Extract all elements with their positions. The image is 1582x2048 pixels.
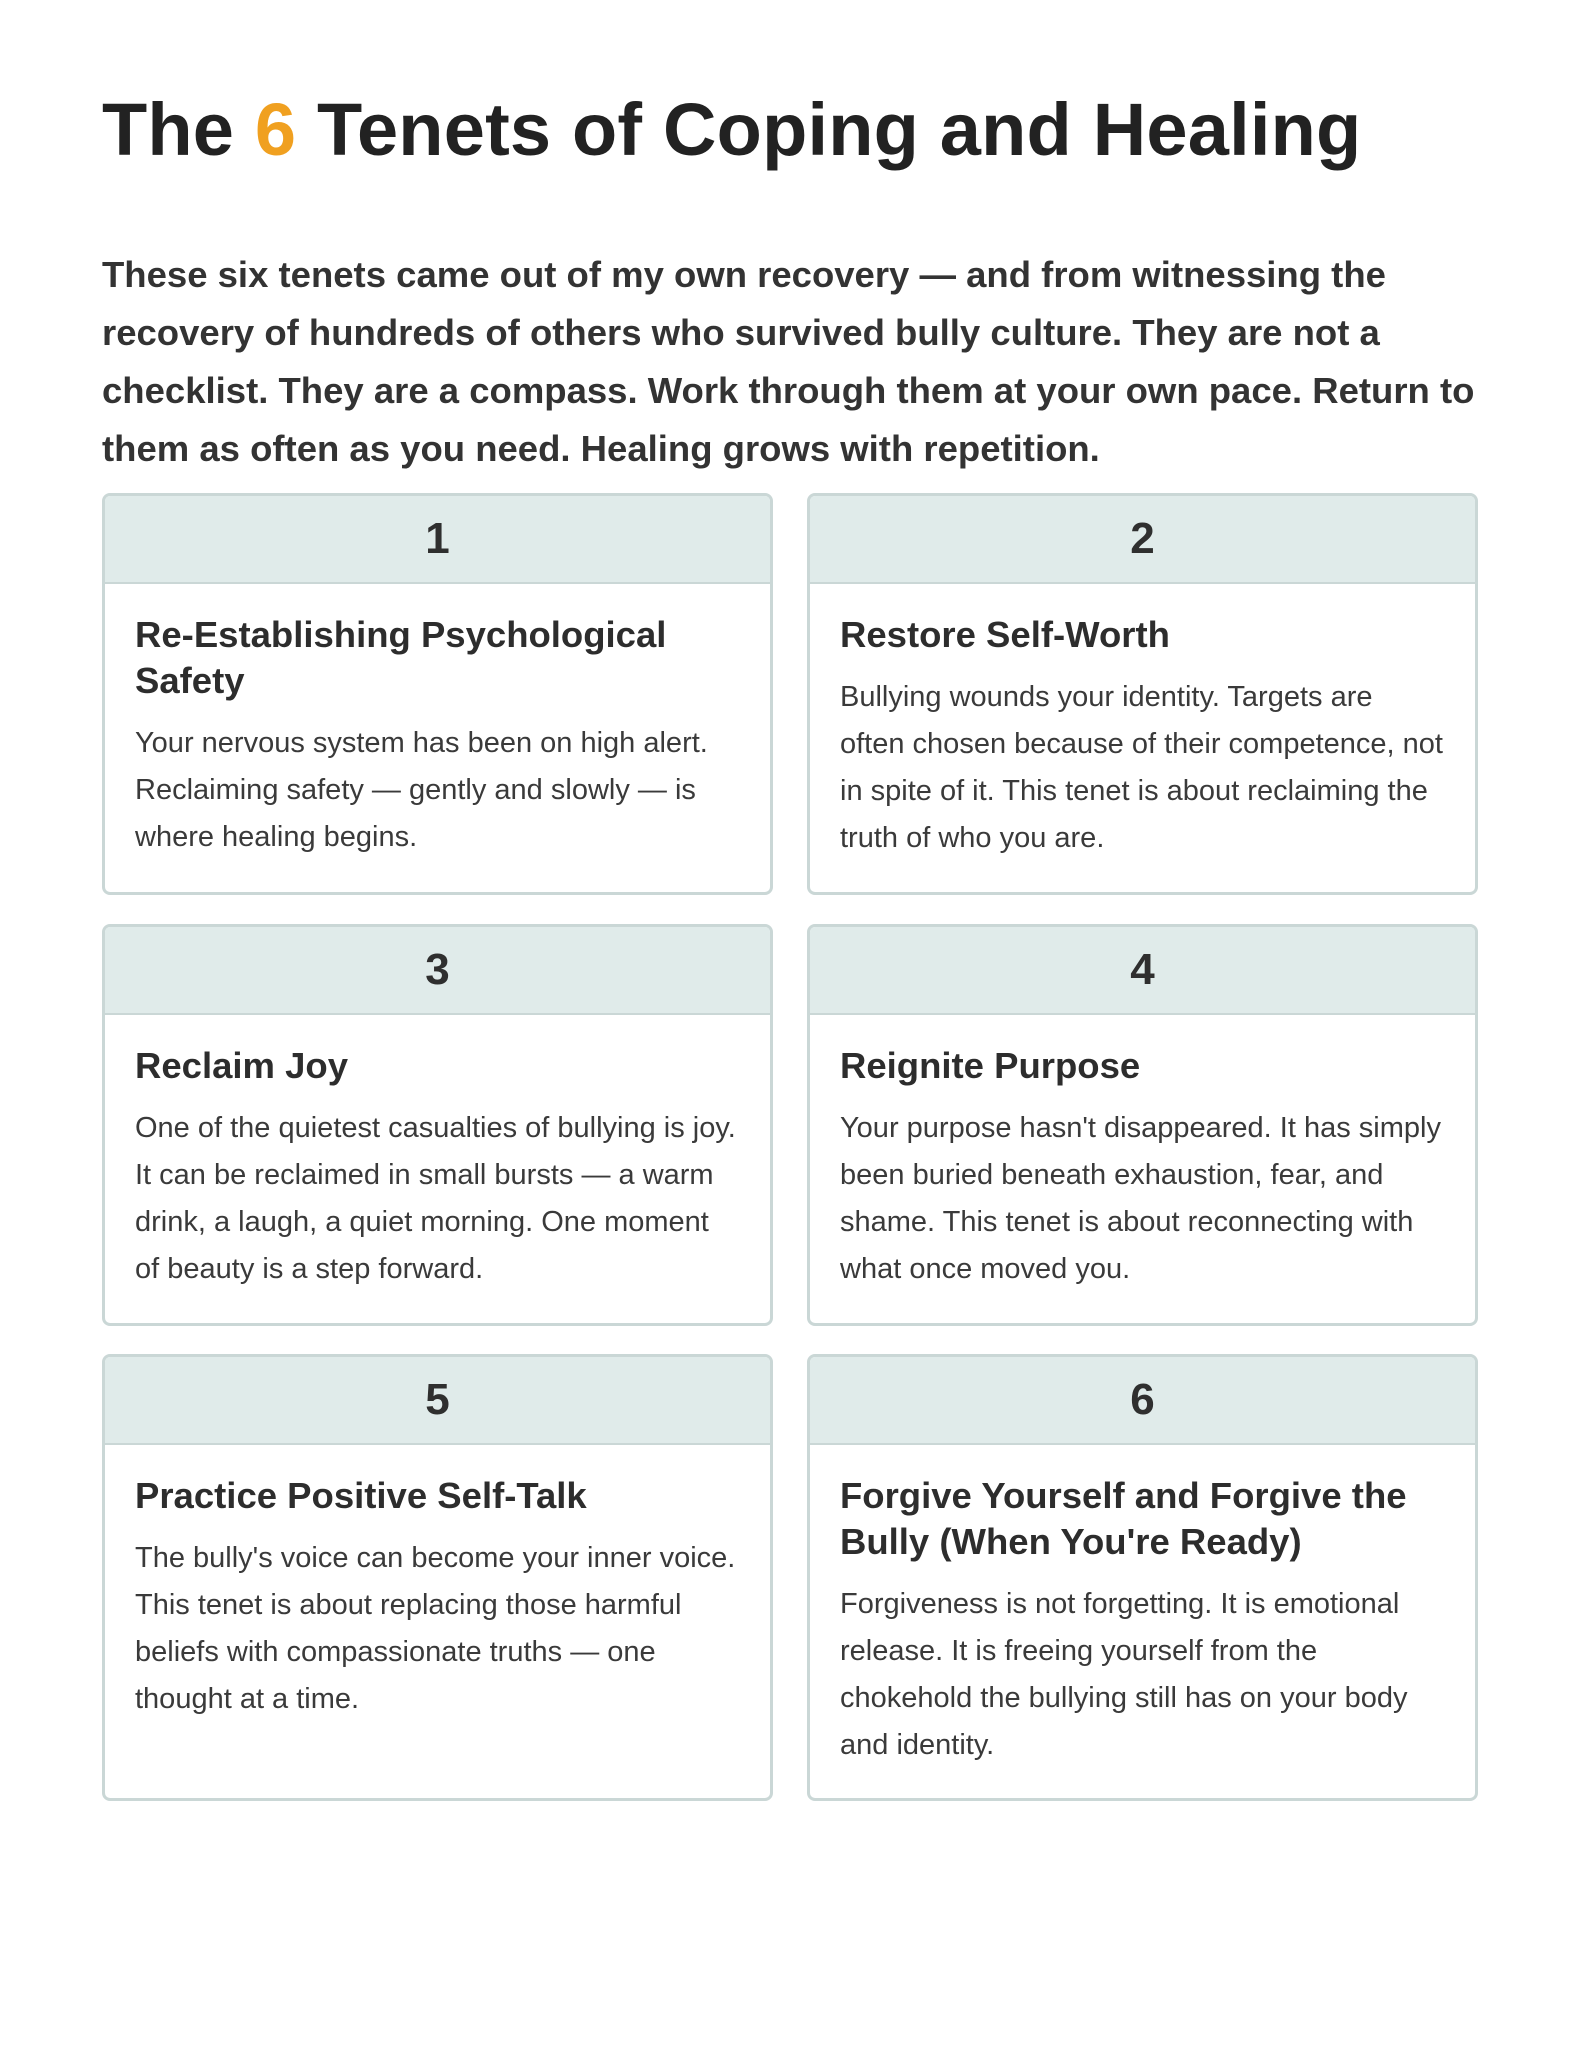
tenet-number: 1 <box>105 496 770 584</box>
tenet-card-6 <box>807 1354 1478 1801</box>
page <box>102 0 1478 1761</box>
tenet-description: One of the quietest casualties of bullying is joy. It can be reclaimed in small bursts — a warm drink, a laugh, a quiet morning. One moment of beauty is a step forward. <box>135 1112 736 1285</box>
tenet-title: Reclaim Joy <box>135 1045 349 1086</box>
tenet-card-5 <box>102 1354 773 1801</box>
intro-paragraph: These six tenets came out of my own recovery — and from witnessing the recovery of hundreds of others who survived bully culture. They are not a checklist. They are a compass. Work through them at your own pace. Return to them as often as you need. Healing grows with repetition. <box>102 254 1475 469</box>
tenet-title: Forgive Yourself and Forgive the Bully (When You're Ready) <box>840 1475 1407 1562</box>
tenet-number: 3 <box>105 927 770 1015</box>
page-title <box>102 0 1478 178</box>
tenet-title: Restore Self-Worth <box>840 614 1170 655</box>
tenet-number: 5 <box>105 1357 770 1445</box>
title-number: 6 <box>254 88 297 171</box>
tenet-number: 6 <box>810 1357 1475 1445</box>
tenet-title: Re-Establishing Psychological Safety <box>135 614 667 701</box>
tenet-number: 2 <box>810 496 1475 584</box>
tenet-card-1 <box>102 493 773 895</box>
tenet-description: The bully's voice can become your inner voice. This tenet is about replacing those harmful beliefs with compassionate truths — one thought at a time. <box>135 1542 736 1715</box>
tenet-description: Your nervous system has been on high alert. Reclaiming safety — gently and slowly — is where healing begins. <box>135 727 708 853</box>
tenet-title: Reignite Purpose <box>840 1045 1141 1086</box>
tenet-card-2 <box>807 493 1478 895</box>
tenet-card-4 <box>807 924 1478 1326</box>
title-prefix: The <box>102 88 255 171</box>
title-suffix: Tenets of Coping and Healing <box>296 88 1362 171</box>
tenet-description: Forgiveness is not forgetting. It is emotional release. It is freeing yourself from the chokehold the bullying still has on your body and identity. <box>840 1588 1408 1761</box>
tenet-card-3 <box>102 924 773 1326</box>
tenet-number: 4 <box>810 927 1475 1015</box>
tenet-description: Bullying wounds your identity. Targets are often chosen because of their competence, not in spite of it. This tenet is about reclaiming the truth of who you are. <box>840 681 1443 854</box>
tenet-description: Your purpose hasn't disappeared. It has simply been buried beneath exhaustion, fear, and shame. This tenet is about reconnecting with what once moved you. <box>840 1112 1441 1285</box>
tenet-title: Practice Positive Self-Talk <box>135 1475 587 1516</box>
